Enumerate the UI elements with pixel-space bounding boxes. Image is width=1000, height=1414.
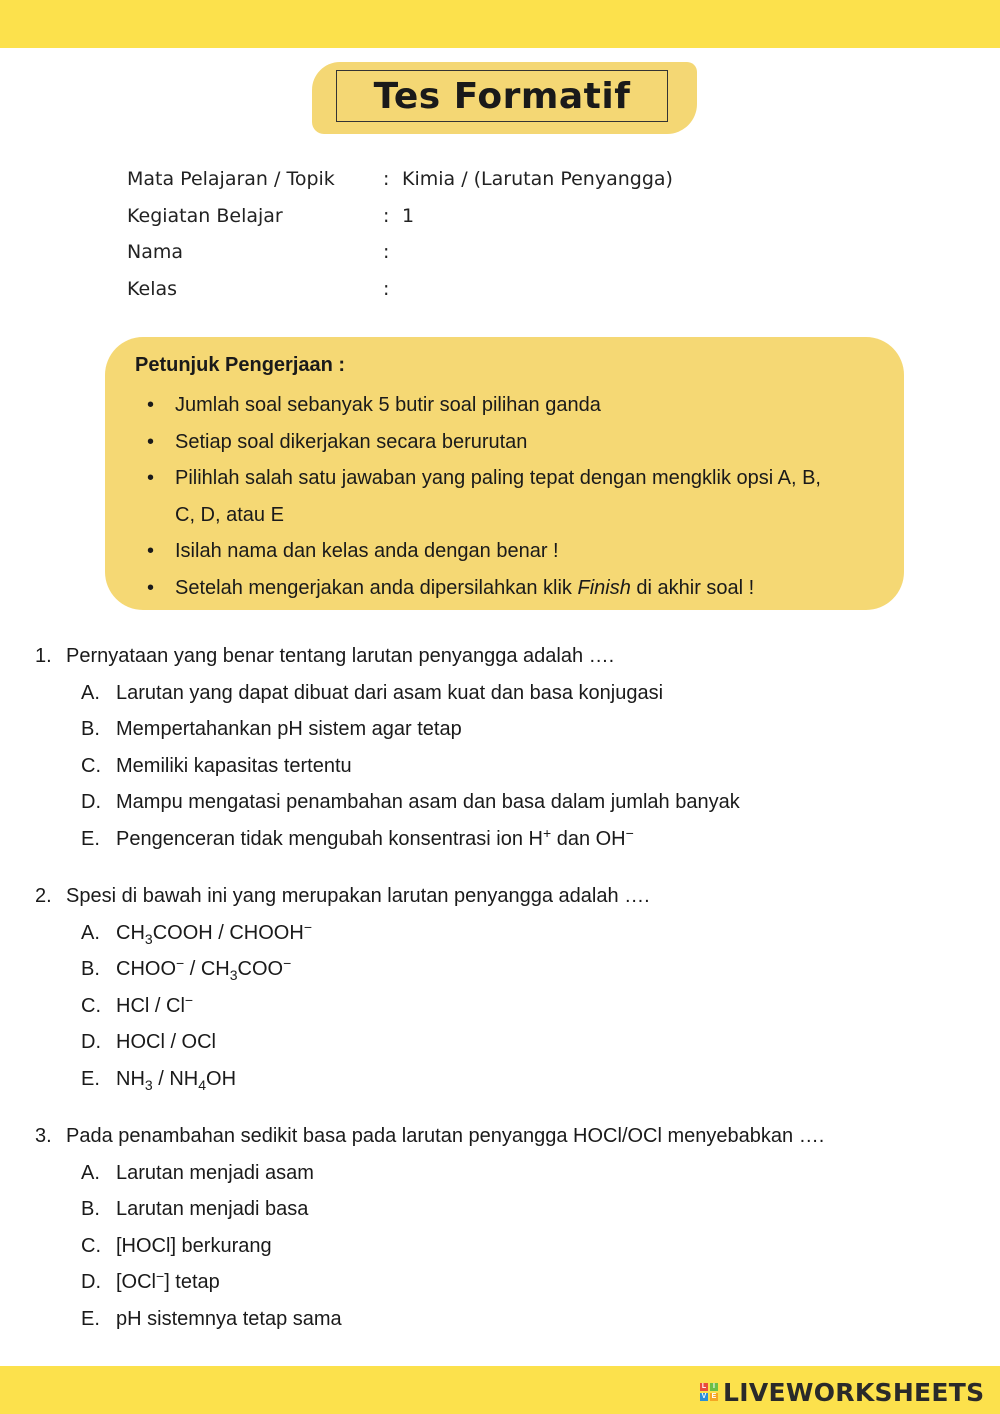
info-label: Mata Pelajaran / Topik: [127, 168, 335, 190]
question-number: 2.: [35, 885, 52, 907]
formula-part: NH: [116, 1067, 145, 1090]
question-stem: [0, 880, 1000, 917]
logo-cell: E: [711, 1393, 717, 1400]
question-text: Spesi di bawah ini yang merupakan larutan penyangga adalah ….: [66, 885, 650, 907]
info-value: 1: [402, 204, 415, 227]
option-c[interactable]: [0, 750, 1000, 787]
option-e[interactable]: [0, 1063, 1000, 1100]
instruction-item: [135, 533, 874, 570]
instruction-text: Setelah mengerjakan anda dipersilahkan klik: [175, 576, 572, 599]
instruction-item: [135, 424, 874, 461]
option-a[interactable]: [0, 917, 1000, 954]
question-3: [0, 1120, 1000, 1339]
option-letter: C.: [81, 994, 101, 1017]
formula-subscript: 3: [144, 930, 153, 947]
option-a[interactable]: [0, 1157, 1000, 1194]
formula-superscript: −: [184, 991, 194, 1008]
formula-superscript: +: [542, 824, 552, 841]
option-text: Larutan menjadi asam: [116, 1161, 314, 1184]
formula-superscript: −: [625, 824, 634, 841]
info-colon: :: [383, 277, 390, 300]
formula-superscript: −: [156, 1268, 165, 1285]
question-stem: [0, 640, 1000, 677]
option-c[interactable]: [0, 1230, 1000, 1267]
bullet-icon: •: [147, 394, 155, 416]
liveworksheets-logo[interactable]: [700, 1377, 984, 1407]
option-letter: E.: [81, 1067, 100, 1090]
formula-part: dan OH: [551, 827, 626, 850]
option-text: [116, 953, 291, 985]
option-a[interactable]: [0, 677, 1000, 714]
bullet-icon: •: [147, 540, 155, 562]
logo-grid-icon: [700, 1383, 718, 1401]
option-letter: B.: [81, 1198, 100, 1221]
formula-part: HCl / Cl: [116, 994, 185, 1017]
instruction-text: Jumlah soal sebanyak 5 butir soal pilihan ganda: [175, 394, 601, 416]
option-text: [HOCl] berkurang: [116, 1234, 272, 1257]
option-letter: D.: [81, 791, 101, 814]
option-text: [116, 823, 634, 855]
question-text: Pernyataan yang benar tentang larutan penyangga adalah ….: [66, 645, 615, 667]
option-text: HOCl / OCl: [116, 1031, 216, 1054]
formula-superscript: −: [303, 918, 312, 935]
option-letter: A.: [81, 921, 100, 944]
logo-text: LIVEWORKSHEETS: [723, 1377, 985, 1407]
formula-part: COO: [237, 958, 284, 981]
option-text: [116, 1266, 220, 1298]
logo-cell: V: [701, 1393, 707, 1400]
formula-part: [OCl: [116, 1271, 156, 1294]
option-d[interactable]: [0, 1026, 1000, 1063]
formula-superscript: −: [283, 955, 292, 972]
info-label: Kegiatan Belajar: [127, 204, 283, 227]
instruction-item: [135, 387, 874, 424]
option-b[interactable]: [0, 713, 1000, 750]
formula-part: CHOO: [116, 958, 176, 981]
instruction-text: C, D, atau E: [175, 503, 284, 526]
option-text: Larutan yang dapat dibuat dari asam kuat dan basa konjugasi: [116, 681, 664, 704]
instruction-text: Pilihlah salah satu jawaban yang paling tepat dengan mengklik opsi A, B,: [175, 467, 821, 489]
instructions-panel: [105, 337, 904, 610]
option-letter: E.: [81, 827, 100, 850]
bullet-icon: •: [147, 576, 155, 599]
info-label: Nama: [127, 241, 184, 263]
instruction-item: [135, 570, 874, 607]
formula-subscript: 3: [144, 1076, 153, 1093]
option-text: pH sistemnya tetap sama: [116, 1307, 342, 1330]
formula-part: ] tetap: [164, 1271, 220, 1294]
option-letter: D.: [81, 1271, 101, 1294]
question-text: Pada penambahan sedikit basa pada larutan penyangga HOCl/OCl menyebabkan ….: [66, 1125, 825, 1147]
option-text: Larutan menjadi basa: [116, 1198, 309, 1221]
option-text: Memiliki kapasitas tertentu: [116, 754, 352, 777]
formula-part: OH: [206, 1067, 237, 1090]
top-banner: [0, 0, 1000, 48]
question-2: [0, 880, 1000, 1099]
option-text: Mempertahankan pH sistem agar tetap: [116, 718, 462, 741]
page-title: Tes Formatif: [373, 75, 631, 117]
option-e[interactable]: [0, 823, 1000, 860]
option-b[interactable]: [0, 1193, 1000, 1230]
instruction-text: di akhir soal !: [636, 576, 755, 599]
option-letter: D.: [81, 1031, 101, 1054]
info-label: Kelas: [127, 277, 178, 300]
logo-cell: L: [701, 1383, 707, 1390]
option-d[interactable]: [0, 786, 1000, 823]
question-number: 1.: [35, 645, 52, 667]
question-stem: [0, 1120, 1000, 1157]
option-letter: B.: [81, 718, 100, 741]
option-text: [116, 990, 193, 1022]
option-text: [116, 1063, 236, 1095]
info-colon: :: [383, 241, 390, 263]
logo-cell: I: [710, 1383, 718, 1391]
option-c[interactable]: [0, 990, 1000, 1027]
formula-subscript: 4: [198, 1076, 207, 1093]
formula-part: Pengenceran tidak mengubah konsentrasi ion H: [116, 827, 543, 850]
instructions-list: [135, 387, 874, 606]
formula-part: / NH: [152, 1067, 199, 1090]
option-letter: B.: [81, 958, 100, 981]
option-e[interactable]: [0, 1303, 1000, 1340]
formula-subscript: 3: [229, 967, 238, 984]
option-text: [116, 917, 312, 949]
formula-superscript: −: [176, 955, 185, 972]
formula-part: / CH: [184, 958, 230, 981]
option-letter: E.: [81, 1307, 100, 1330]
instruction-item: [135, 460, 874, 497]
option-letter: A.: [81, 1161, 100, 1184]
question-number: 3.: [35, 1125, 52, 1147]
option-d[interactable]: [0, 1266, 1000, 1303]
info-colon: :: [383, 168, 390, 190]
option-letter: C.: [81, 754, 101, 777]
instruction-emphasis: Finish: [577, 576, 631, 599]
instruction-item-continued: [135, 497, 874, 534]
instruction-text: Setiap soal dikerjakan secara berurutan: [175, 430, 528, 453]
bullet-icon: •: [147, 467, 155, 489]
title-frame: [336, 70, 668, 122]
info-colon: :: [383, 204, 390, 227]
question-1: [0, 640, 1000, 859]
option-letter: C.: [81, 1234, 101, 1257]
formula-part: CH: [116, 921, 145, 944]
instruction-text: Isilah nama dan kelas anda dengan benar !: [175, 540, 559, 562]
info-value: Kimia / (Larutan Penyangga): [402, 168, 673, 190]
bullet-icon: •: [147, 430, 155, 453]
option-letter: A.: [81, 681, 100, 704]
instructions-title: Petunjuk Pengerjaan :: [135, 354, 346, 376]
formula-part: COOH / CHOOH: [152, 921, 304, 944]
option-b[interactable]: [0, 953, 1000, 990]
option-text: Mampu mengatasi penambahan asam dan basa dalam jumlah banyak: [116, 791, 740, 814]
